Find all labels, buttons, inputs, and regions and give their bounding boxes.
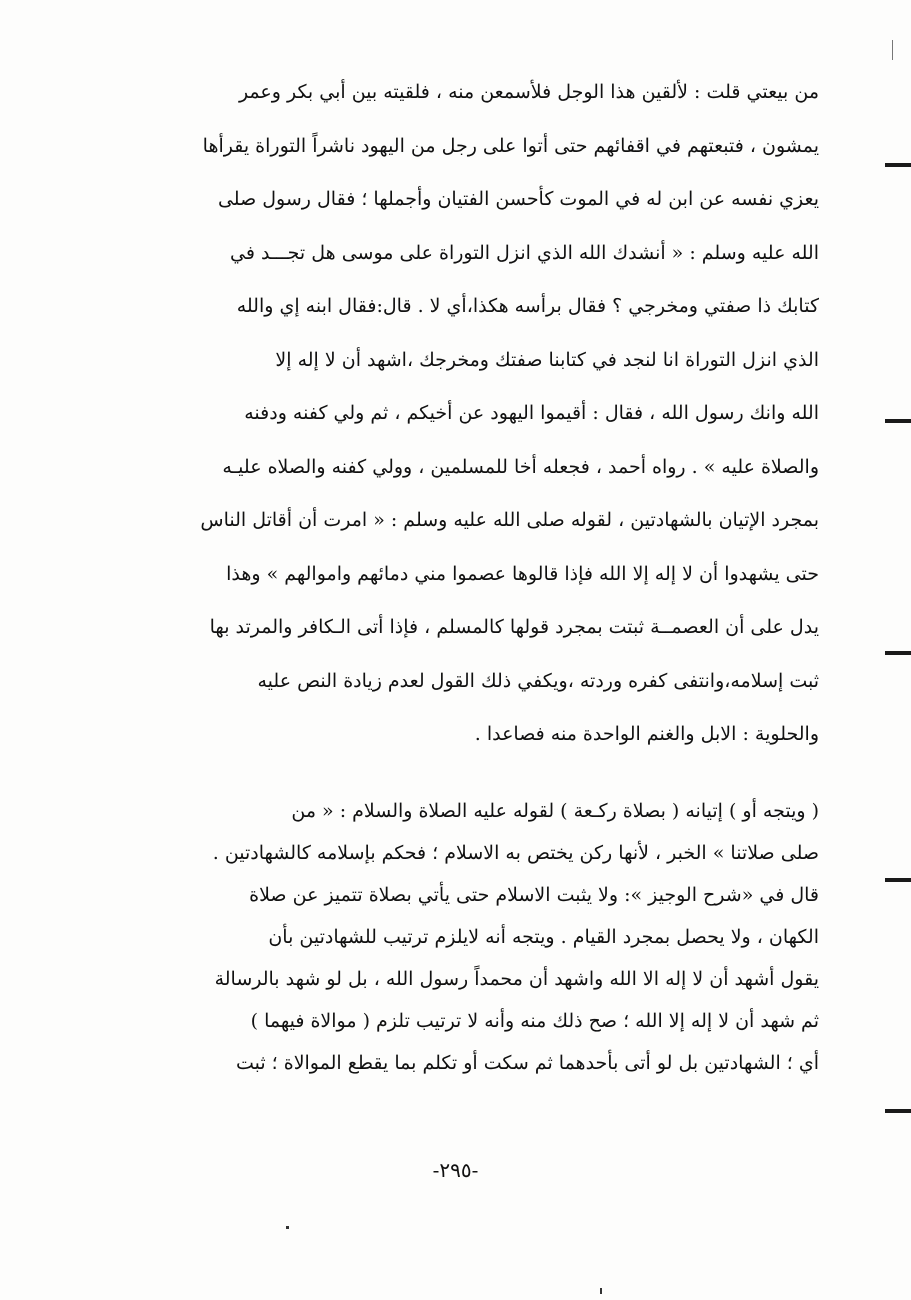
margin-mark <box>885 419 911 423</box>
text-line: من بيعتي قلت : لألقين هذا الوجل فلأسمعن منه ، فلقيته بين أبي بكر وعمر <box>238 81 819 103</box>
text-line: بمجرد الإتيان بالشهادتين ، لقوله صلى الله عليه وسلم : « امرت أن أقاتل الناس <box>200 509 819 531</box>
margin-mark <box>885 1109 911 1113</box>
margin-mark <box>885 878 911 882</box>
margin-mark <box>885 651 911 655</box>
paragraph-2 <box>170 790 819 1084</box>
text-line: ( ويتجه أو ) إتيانه ( بصلاة ركـعة ) لقوله عليه الصلاة والسلام : « من <box>291 800 819 822</box>
scan-artifact <box>892 40 893 60</box>
margin-mark <box>885 163 911 167</box>
page-number: -٢٩٥- <box>432 1158 479 1182</box>
text-line: يقول أشهد أن لا إله الا الله واشهد أن محمداً رسول الله ، بل لو شهد بالرسالة <box>214 968 819 990</box>
text-line: والصلاة عليه » . رواه أحمد ، فجعله أخا للمسلمين ، وولي كفنه والصلاه عليـه <box>222 455 819 478</box>
text-line: قال في «شرح الوجيز »: ولا يثبت الاسلام حتى يأتي بصلاة تتميز عن صلاة <box>249 884 819 906</box>
text-line: كتابك ذا صفتي ومخرجي ؟ فقال برأسه هكذا،أي لا . قال:فقال ابنه إي والله <box>236 295 819 317</box>
text-line: يدل على أن العصمــة ثبتت بمجرد قولها كالمسلم ، فإذا أتى الـكافر والمرتد بها <box>209 616 819 638</box>
text-line: يمشون ، فتبعتهم في اقفائهم حتى أتوا على رجل من اليهود ناشراً التوراة يقرأها <box>202 134 819 157</box>
paragraph-1 <box>118 66 819 762</box>
text-line: والحلوية : الابل والغنم الواحدة منه فصاعدا . <box>474 723 819 745</box>
text-line: الذي انزل التوراة انا لنجد في كتابنا صفتك ومخرجك ،اشهد أن لا إله إلا <box>275 348 819 371</box>
text-line: الله وانك رسول الله ، فقال : أقيموا اليهود عن أخيكم ، ثم ولي كفنه ودفنه <box>244 402 819 424</box>
scan-speck <box>286 1226 289 1229</box>
text-line: ثم شهد أن لا إله إلا الله ؛ صح ذلك منه وأنه لا ترتيب تلزم ( موالاة فيهما ) <box>250 1010 819 1032</box>
text-line: حتى يشهدوا أن لا إله إلا الله فإذا قالوها عصموا مني دمائهم واموالهم » وهذا <box>226 562 819 585</box>
text-line: ثبت إسلامه،وانتفى كفره وردته ،ويكفي ذلك القول لعدم زيادة النص عليه <box>257 669 819 692</box>
text-line: صلى صلاتنا » الخبر ، لأنها ركن يختص به الاسلام ؛ فحكم بإسلامه كالشهادتين . <box>212 842 819 864</box>
text-line: أي ؛ الشهادتين بل لو أتى بأحدهما ثم سكت أو تكلم بما يقطع الموالاة ؛ ثبت <box>235 1052 819 1074</box>
text-line: يعزي نفسه عن ابن له في الموت كأحسن الفتيان وأجملها ؛ فقال رسول صلى <box>217 188 819 210</box>
text-line: الله عليه وسلم : « أنشدك الله الذي انزل التوراة على موسى هل تجـــد في <box>230 241 819 264</box>
text-line: الكهان ، ولا يحصل بمجرد القيام . ويتجه أنه لايلزم ترتيب للشهادتين بأن <box>268 926 819 948</box>
scan-speck <box>600 1288 602 1294</box>
